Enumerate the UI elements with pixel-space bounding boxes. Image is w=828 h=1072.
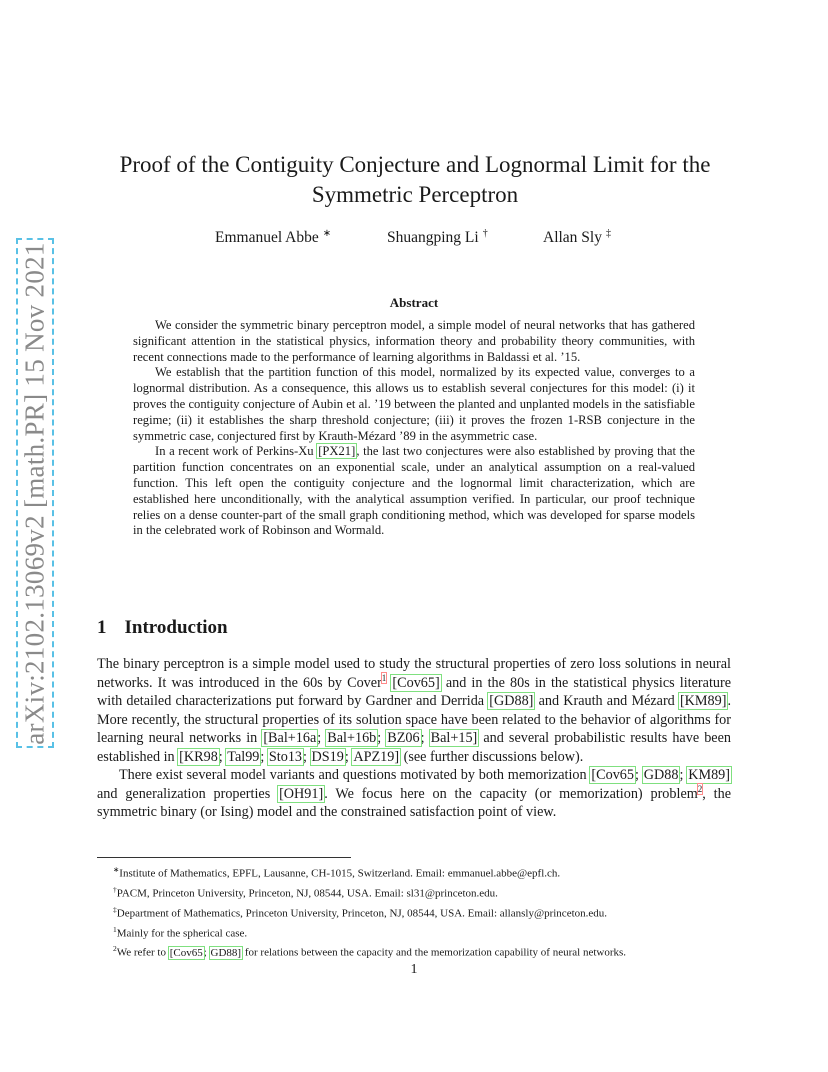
citation-link[interactable]: [OH91] — [279, 785, 324, 802]
citation-link[interactable]: GD88] — [210, 947, 242, 960]
citation-link[interactable]: [Cov65 — [591, 767, 634, 783]
footnote-mark: ‡ — [113, 904, 117, 914]
separator: ; — [218, 748, 227, 765]
text: , the symmetric binary (or Ising) model and the constrained satisfaction point of view. — [97, 785, 731, 820]
text: , the last two conjectures were also established by proving that the partition function concentrates on an exponential scale, under an analytical assumption on a real-valued function. This left open the contiguity conjecture and the lognormal limit characterization, which are established here unconditionally, with the analytical assumption verified. In particular, our proof technique relies on a dense counter-part of the small graph conditioning method, which was developed for sparse models in the celebrated work of Robinson and Wormald. — [133, 444, 695, 538]
section-number: 1 — [97, 617, 107, 638]
citation-link[interactable]: [PX21] — [318, 444, 356, 459]
separator: ; — [260, 748, 268, 765]
citation-link[interactable]: APZ19] — [353, 748, 400, 765]
citation-link[interactable]: BZ06 — [387, 730, 420, 746]
footnote-text: for relations between the capacity and the memorization capability of neural networks. — [242, 947, 627, 960]
author-footnote-mark[interactable]: ‡ — [606, 228, 611, 239]
arxiv-identifier-stamp — [16, 238, 54, 748]
abstract-paragraph-3 — [133, 444, 695, 539]
section-heading — [97, 617, 228, 639]
title-line-2: Symmetric Perceptron — [311, 182, 519, 207]
abstract-paragraph-2: We establish that the partition function of this model, normalized by its expected value, converges to a lognormal distribution. As a consequence, this allows us to establish several conjectures for this model: (i) it proves the contiguity conjecture of Aubin et al. ’19 between the planted and unplanted models in the satisfiable regime; (ii) it establishes the sharp threshold conjecture; (iii) it proves the frozen 1-RSB conjecture in the symmetric case, conjectured first by Krauth-Mézard ’89 in the asymmetric case. — [133, 365, 695, 443]
footnote-mark: ∗ — [113, 865, 120, 874]
text: and several probabilistic results have been established in — [97, 730, 731, 765]
footnote-text: Mainly for the spherical case. — [116, 927, 248, 940]
separator: ; — [303, 748, 311, 765]
footnote-ref-2[interactable]: 2 — [697, 783, 703, 794]
citation-link[interactable]: [Cov65 — [169, 947, 203, 960]
citation-link[interactable]: GD88 — [643, 767, 679, 783]
separator: ; — [420, 730, 430, 746]
citation-link[interactable]: Tal99 — [227, 748, 260, 765]
footnote-ref-1[interactable]: 1 — [381, 672, 387, 683]
arxiv-id-text: arXiv:2102.13069v2 [math.PR] 15 Nov 2021 — [19, 241, 50, 745]
separator: ; — [634, 767, 643, 783]
text: The binary perceptron is a simple model used to study the structural properties of zero loss solutions in neural networks. It was introduced in the 60s by Cover — [97, 656, 731, 691]
footnote-text: Department of Mathematics, Princeton University, Princeton, NJ, 08544, USA. Email: allansly@princeton.edu. — [116, 907, 608, 920]
footnote-affiliation-sly — [113, 902, 743, 922]
author-li — [387, 228, 488, 247]
footnote-affiliation-li — [113, 882, 743, 902]
footnotes — [113, 862, 743, 961]
citation-link[interactable]: [GD88] — [489, 693, 534, 709]
footnote-divider — [97, 857, 351, 858]
citation-link[interactable]: [Cov65] — [392, 674, 440, 691]
separator: ; — [377, 730, 387, 746]
abstract-paragraph-1: We consider the symmetric binary perceptron model, a simple model of neural networks that has gathered significant attention in the statistical physics, information theory and probability theory communities, with recent connections made to the performance of learning algorithms in Baldassi et al. ’15. — [133, 318, 695, 364]
author-sly — [543, 228, 611, 247]
author-name: Shuangping Li — [387, 229, 479, 247]
footnote-mark: 1 — [113, 924, 117, 934]
author-name: Allan Sly — [543, 229, 602, 247]
text: and in the 80s in the statistical physics literature with detailed characterizations put forward by Gardner and Derrida — [97, 674, 732, 709]
separator: ; — [344, 748, 353, 765]
author-name: Emmanuel Abbe — [215, 229, 319, 247]
abstract-body — [133, 318, 695, 539]
text: There exist several model variants and questions motivated by both memorization — [119, 767, 591, 783]
citation-link[interactable]: [KR98 — [179, 748, 218, 765]
citation-link[interactable]: KM89] — [688, 767, 730, 783]
citation-link[interactable]: Sto13 — [268, 748, 303, 765]
separator: ; — [203, 947, 210, 960]
page-number: 1 — [410, 962, 418, 977]
text: (see further discussions below). — [400, 748, 584, 765]
intro-paragraph-2 — [97, 766, 731, 822]
citation-link[interactable]: [KM89] — [679, 693, 727, 709]
footnote-1 — [113, 922, 743, 942]
abstract-heading: Abstract — [389, 295, 439, 310]
citation-link[interactable]: DS19 — [311, 748, 344, 765]
text: . We focus here on the capacity (or memorization) problem — [324, 785, 698, 802]
intro-paragraph-1 — [97, 655, 731, 766]
section-title: Introduction — [124, 617, 228, 638]
footnote-mark: † — [113, 884, 117, 894]
citation-link[interactable]: Bal+15] — [430, 730, 478, 746]
author-abbe — [215, 228, 331, 247]
citation-link[interactable]: [Bal+16a — [263, 730, 317, 746]
footnote-2 — [113, 941, 743, 961]
text: . More recently, the structural properties of its solution space have been related to the behavior of algorithms for learning neural networks in — [97, 693, 731, 746]
text: and generalization properties — [97, 785, 279, 802]
separator: ; — [317, 730, 327, 746]
paper-title — [95, 150, 735, 210]
author-footnote-mark[interactable]: † — [482, 228, 488, 239]
text: and Krauth and Mézard — [534, 693, 679, 709]
title-line-1: Proof of the Contiguity Conjecture and Lognormal Limit for the — [119, 152, 711, 177]
citation-link[interactable]: Bal+16b — [327, 730, 377, 746]
author-footnote-mark[interactable]: ∗ — [322, 228, 332, 239]
footnote-text: We refer to — [116, 947, 169, 960]
separator: ; — [679, 767, 688, 783]
footnote-mark: 2 — [113, 944, 117, 954]
author-list — [0, 228, 828, 248]
text: In a recent work of Perkins-Xu — [155, 444, 318, 459]
footnote-text: PACM, Princeton University, Princeton, NJ, 08544, USA. Email: sl31@princeton.edu. — [116, 887, 498, 900]
footnote-affiliation-abbe — [113, 862, 743, 882]
introduction-body — [97, 655, 731, 822]
footnote-text: Institute of Mathematics, EPFL, Lausanne, CH-1015, Switzerland. Email: emmanuel.abbe@epfl.ch. — [119, 867, 561, 880]
